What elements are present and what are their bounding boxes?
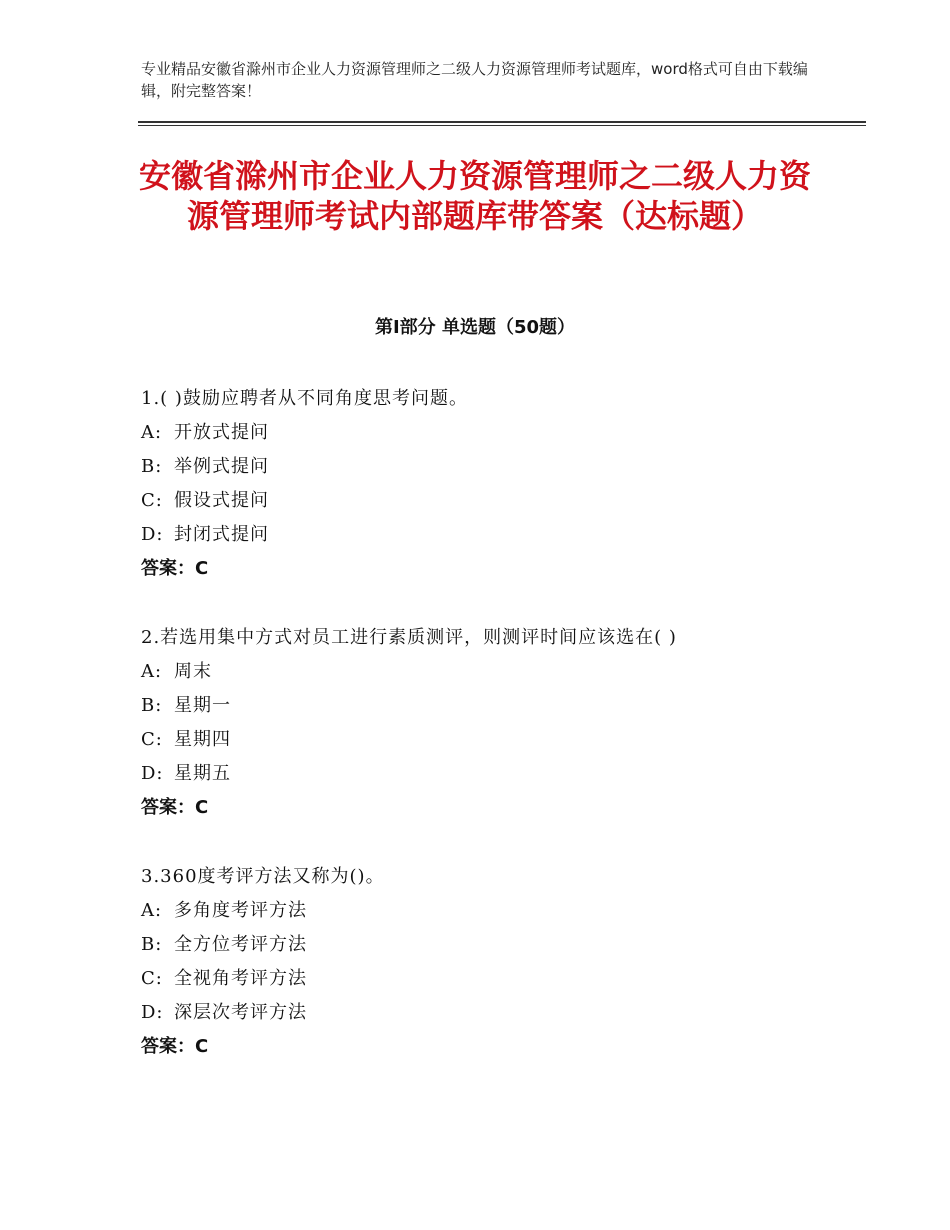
option-text: 星期五 xyxy=(174,763,231,784)
option-text: 全方位考评方法 xyxy=(174,934,307,955)
option-d xyxy=(141,757,861,791)
option-text: 开放式提问 xyxy=(174,422,269,443)
question-2 xyxy=(141,621,861,825)
option-key: D: xyxy=(141,1002,164,1023)
header-rule-thin xyxy=(138,125,866,126)
question-stem: 2.若选用集中方式对员工进行素质测评，则测评时间应该选在( ) xyxy=(141,627,677,648)
question-3 xyxy=(141,860,861,1064)
option-key: C: xyxy=(141,729,163,750)
answer: 答案：C xyxy=(141,1036,209,1057)
option-a xyxy=(141,894,861,928)
option-text: 深层次考评方法 xyxy=(174,1002,307,1023)
option-d xyxy=(141,518,861,552)
option-c xyxy=(141,723,861,757)
question-1 xyxy=(141,382,861,586)
option-b xyxy=(141,689,861,723)
option-key: B: xyxy=(141,934,163,955)
option-key: A: xyxy=(141,900,163,921)
option-text: 星期四 xyxy=(174,729,231,750)
option-text: 多角度考评方法 xyxy=(174,900,307,921)
option-a xyxy=(141,655,861,689)
option-key: D: xyxy=(141,524,164,545)
question-stem: 1.( )鼓励应聘者从不同角度思考问题。 xyxy=(141,388,468,409)
option-key: C: xyxy=(141,968,163,989)
section-title: 第Ⅰ部分 单选题（50题） xyxy=(374,317,575,338)
question-list xyxy=(141,382,861,1099)
option-text: 举例式提问 xyxy=(174,456,269,477)
option-key: B: xyxy=(141,456,163,477)
option-text: 周末 xyxy=(174,661,212,682)
answer: 答案：C xyxy=(141,558,209,579)
header-rule-thick xyxy=(138,121,866,123)
document-title: 安徽省滁州市企业人力资源管理师之二级人力资源管理师考试内部题库带答案（达标题） xyxy=(138,157,811,235)
option-text: 封闭式提问 xyxy=(174,524,269,545)
option-c xyxy=(141,962,861,996)
option-d xyxy=(141,996,861,1030)
header-note: 专业精品安徽省滁州市企业人力资源管理师之二级人力资源管理师考试题库，word格式可自由下载编辑，附完整答案！ xyxy=(141,60,808,100)
option-b xyxy=(141,450,861,484)
option-key: D: xyxy=(141,763,164,784)
option-c xyxy=(141,484,861,518)
answer: 答案：C xyxy=(141,797,209,818)
option-key: A: xyxy=(141,661,163,682)
option-text: 假设式提问 xyxy=(174,490,269,511)
option-a xyxy=(141,416,861,450)
option-key: B: xyxy=(141,695,163,716)
option-key: C: xyxy=(141,490,163,511)
option-text: 全视角考评方法 xyxy=(174,968,307,989)
question-stem: 3.360度考评方法又称为()。 xyxy=(141,866,385,887)
option-b xyxy=(141,928,861,962)
option-key: A: xyxy=(141,422,163,443)
option-text: 星期一 xyxy=(174,695,231,716)
